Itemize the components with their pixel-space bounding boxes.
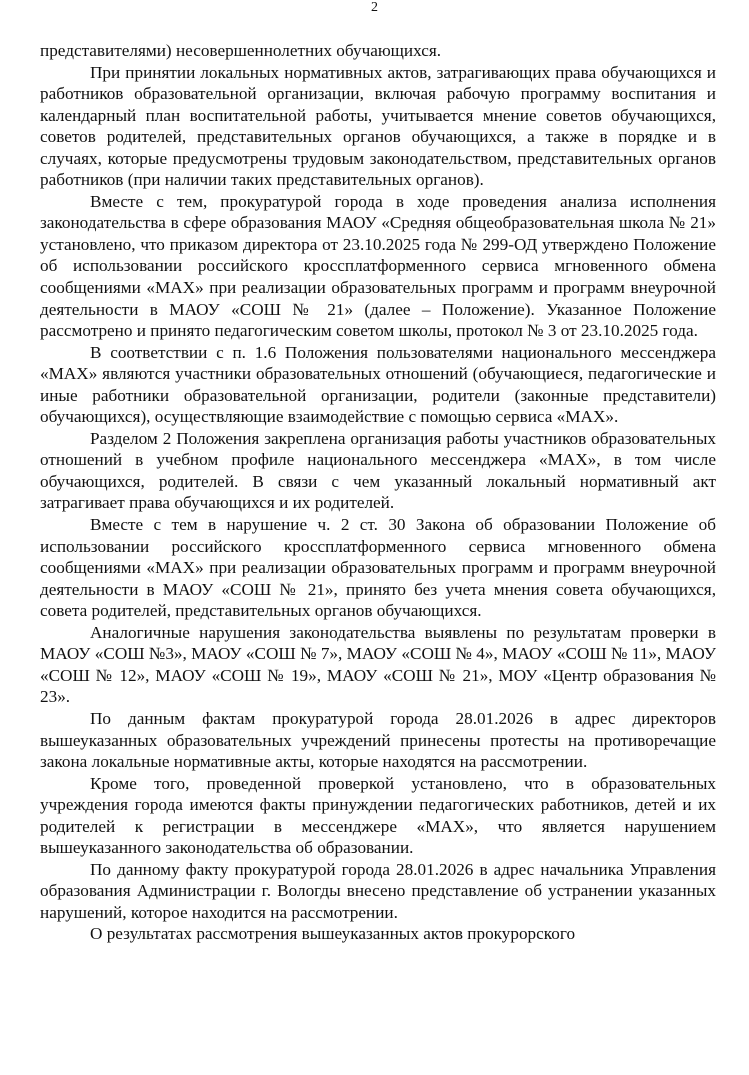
paragraph-local-acts: При принятии локальных нормативных актов, затрагивающих права обучающихся и работников образовательной организации, включая рабочую программу воспитания и календарный план воспитательной работы, учитывается мнение советов обучающихся, советов родителей, представительных органов обучающихся, а также в порядке и в случаях, которые предусмотрены трудовым законодательством, представительных органов работников (при наличии таких представительных органов). <box>40 62 716 190</box>
paragraph-clause-1-6: В соответствии с п. 1.6 Положения пользователями национального мессенджера «МАХ» являются участники образовательных отношений (обучающиеся, педагогические и иные работники образовательной организации, родители (законные представители) обучающихся), осуществляющие взаимодействие с помощью сервиса «МАХ». <box>40 342 716 427</box>
paragraph-violation: Вместе с тем в нарушение ч. 2 ст. 30 Закона об образовании Положение об использовании российского кроссплатформенного сервиса мгновенного обмена сообщениями «МАХ» при реализации образовательных программ и программ внеурочной деятельности в МАОУ «СОШ № 21», принято без учета мнения совета обучающихся, совета родителей, представительных органов обучающихся. <box>40 515 716 621</box>
page-number: 2 <box>371 0 378 15</box>
paragraph-continuation: представителями) несовершеннолетних обучающихся. <box>40 41 442 60</box>
paragraph-analysis-maou-21: Вместе с тем, прокуратурой города в ходе проведения анализа исполнения законодательства в сфере образования МАОУ «Средняя общеобразовательная школа № 21» установлено, что приказом директора от 23.10.2025 года № 299-ОД утверждено Положение об использовании российского кроссплатформенного сервиса мгновенного обмена сообщениями «МАХ» при реализации образовательных программ и программ внеурочной деятельности в МАОУ «СОШ № 21» (далее – Положение). Указанное Положение рассмотрено и принято педагогическим советом школы, протокол № 3 от 23.10.2025 года. <box>40 191 716 341</box>
paragraph-representation: По данному факту прокуратурой города 28.01.2026 в адрес начальника Управления образования Администрации г. Вологды внесено представление об устранении указанных нарушений, которое находится на рассмотрении. <box>40 859 716 922</box>
paragraph-section-2: Разделом 2 Положения закреплена организация работы участников образовательных отношений в учебном профиле национального мессенджера «МАХ», в том числе обучающихся, родителей. В связи с чем указанный локальный нормативный акт затрагивает права обучающихся и их родителей. <box>40 428 716 513</box>
document-body <box>40 40 716 945</box>
paragraph-results: О результатах рассмотрения вышеуказанных актов прокурорского <box>90 924 576 944</box>
paragraph-protests: По данным фактам прокуратурой города 28.01.2026 в адрес директоров вышеуказанных образовательных учреждений принесены протесты на противоречащие закона локальные нормативные акты, которые находятся на рассмотрении. <box>40 708 716 772</box>
paragraph-similar-violations: Аналогичные нарушения законодательства выявлены по результатам проверки в МАОУ «СОШ №3», МАОУ «СОШ № 7», МАОУ «СОШ № 4», МАОУ «СОШ № 11», МАОУ «СОШ № 12», МАОУ «СОШ № 19», МАОУ «СОШ № 21», МОУ «Центр образования № 23». <box>40 622 716 707</box>
paragraph-coercion: Кроме того, проведенной проверкой установлено, что в образовательных учреждения города имеются факты принуждении педагогических работников, детей и их родителей к регистрации в мессенджере «МАХ», что является нарушением вышеуказанного законодательства об образовании. <box>40 773 716 858</box>
